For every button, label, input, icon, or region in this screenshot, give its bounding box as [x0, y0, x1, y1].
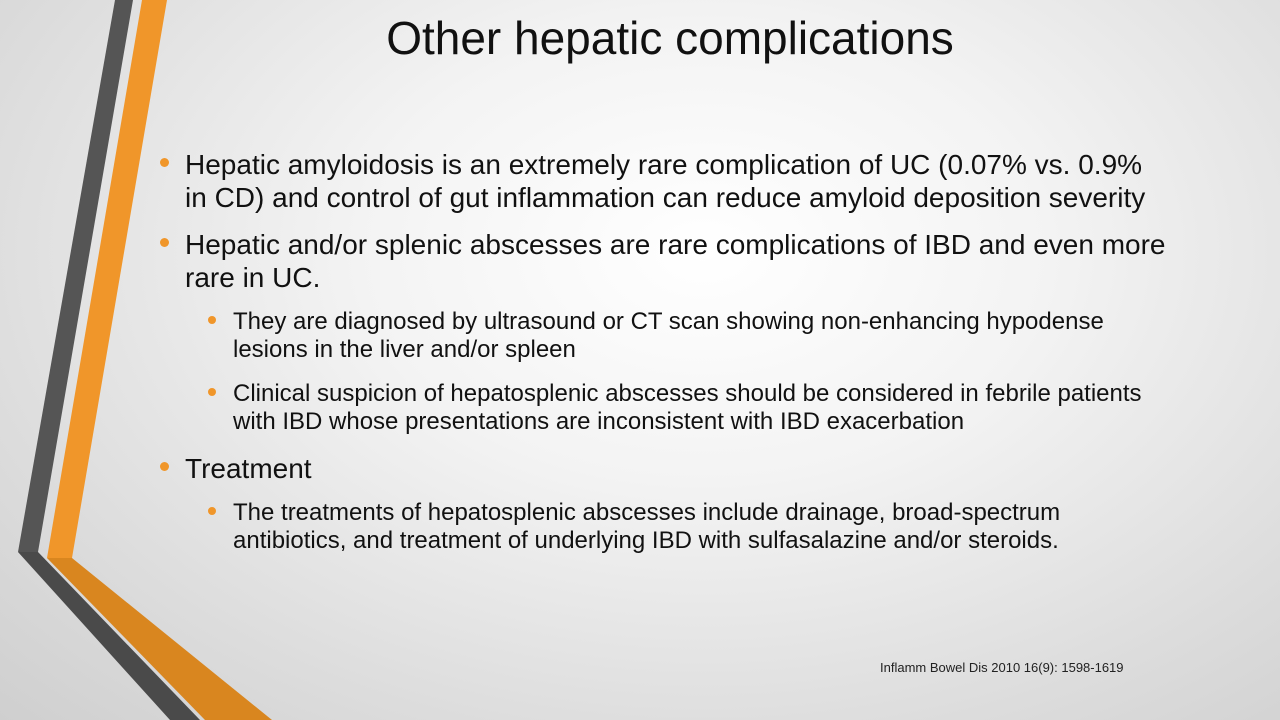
slide-title: Other hepatic complications	[386, 12, 954, 64]
sub-bullet-clinical-suspicion: Clinical suspicion of hepatosplenic abscesses should be considered in febrile patients with IBD whose presentations are inconsistent with IBD exacerbation	[208, 380, 1170, 436]
sub-bullet-diagnosis: They are diagnosed by ultrasound or CT scan showing non-enhancing hypodense lesions in the liver and/or spleen	[208, 308, 1170, 364]
gray-stripe-diagonal	[18, 552, 200, 720]
slide-body	[160, 148, 1170, 571]
sub-bullet-treatments: The treatments of hepatosplenic abscesses include drainage, broad-spectrum antibiotics, and treatment of underlying IBD with sulfasalazine and/or steroids.	[208, 499, 1170, 555]
bullet-abscesses: Hepatic and/or splenic abscesses are rare complications of IBD and even more rare in UC.	[160, 228, 1170, 294]
bullet-treatment: Treatment	[160, 452, 1170, 485]
citation: Inflamm Bowel Dis 2010 16(9): 1598-1619	[880, 660, 1124, 675]
bullet-hepatic-amyloidosis: Hepatic amyloidosis is an extremely rare complication of UC (0.07% vs. 0.9% in CD) and control of gut inflammation can reduce amyloid deposition severity	[160, 148, 1170, 214]
